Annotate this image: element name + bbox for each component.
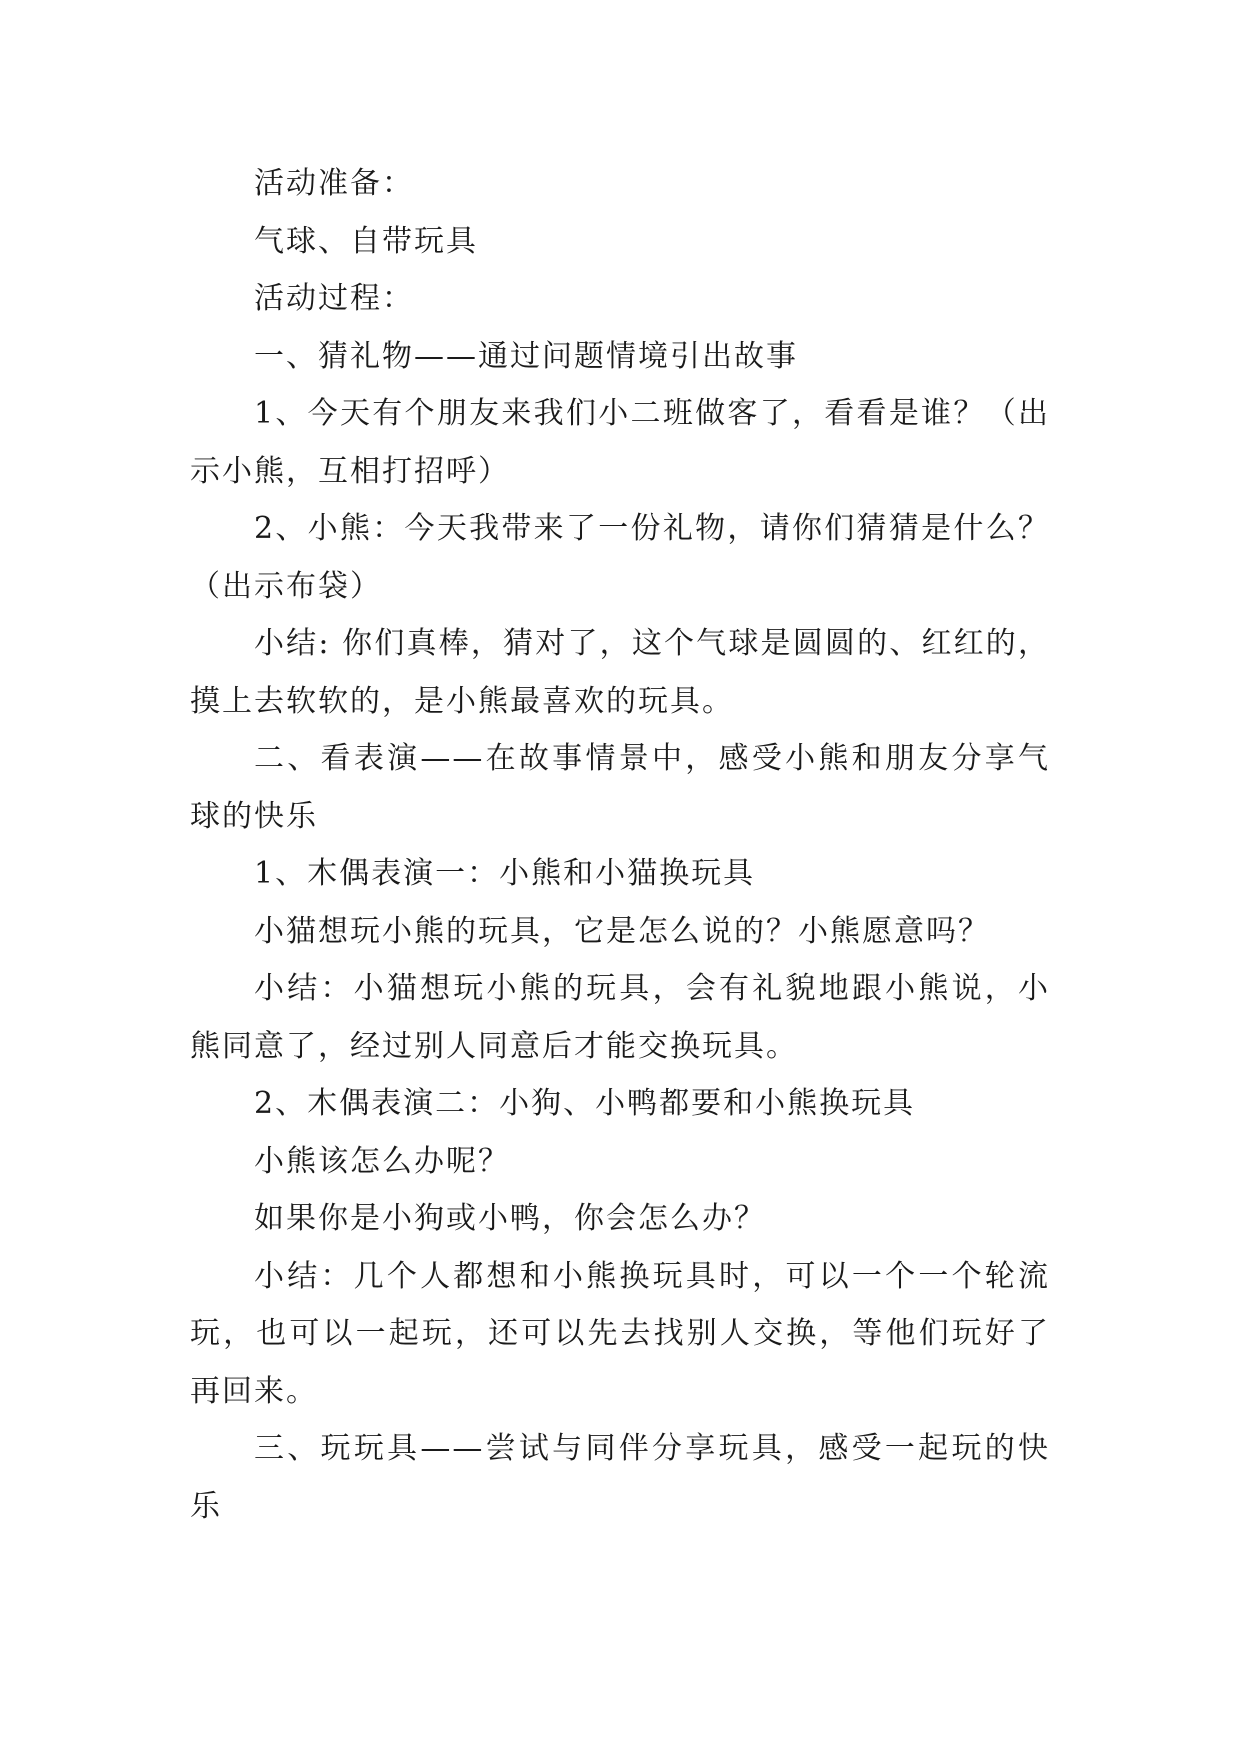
paragraph-question-bear: 小熊该怎么办呢？ xyxy=(254,1143,510,1179)
paragraph-step-2-1: 1、木偶表演一：小熊和小猫换玩具 xyxy=(254,856,756,891)
paragraph-summary-2: 小结：小猫想玩小熊的玩具，会有礼貌地跟小熊说，小熊同意了，经过别人同意后才能交换玩具。 xyxy=(190,971,1050,1064)
paragraph-section-three: 三、玩玩具——尝试与同伴分享玩具，感受一起玩的快乐 xyxy=(190,1431,1050,1524)
paragraph-summary-1: 小结: 你们真棒，猜对了，这个气球是圆圆的、红红的，摸上去软软的，是小熊最喜欢的玩具。 xyxy=(190,626,1050,719)
document-body xyxy=(190,155,1050,1535)
paragraph-step-2-2: 2、木偶表演二：小狗、小鸭都要和小熊换玩具 xyxy=(254,1086,916,1121)
paragraph-summary-3: 小结：几个人都想和小熊换玩具时，可以一个一个轮流玩，也可以一起玩，还可以先去找别人交换，等他们玩好了再回来。 xyxy=(190,1258,1050,1409)
paragraph-question-you: 如果你是小狗或小鸭，你会怎么办？ xyxy=(254,1201,766,1236)
paragraph-materials: 气球、自带玩具 xyxy=(254,223,478,259)
paragraph-step-1-2: 2、小熊：今天我带来了一份礼物，请你们猜猜是什么？（出示布袋） xyxy=(190,511,1050,604)
paragraph-activity-process-heading: 活动过程： xyxy=(254,281,414,316)
paragraph-step-1-1: 1、今天有个朋友来我们小二班做客了，看看是谁？（出示小熊，互相打招呼） xyxy=(190,396,1050,489)
paragraph-section-one: 一、猜礼物——通过问题情境引出故事 xyxy=(254,338,798,374)
paragraph-question-cat: 小猫想玩小熊的玩具，它是怎么说的？小熊愿意吗？ xyxy=(254,913,990,949)
paragraph-activity-prep-heading: 活动准备： xyxy=(254,166,414,201)
paragraph-section-two: 二、看表演——在故事情景中，感受小熊和朋友分享气球的快乐 xyxy=(190,741,1050,834)
